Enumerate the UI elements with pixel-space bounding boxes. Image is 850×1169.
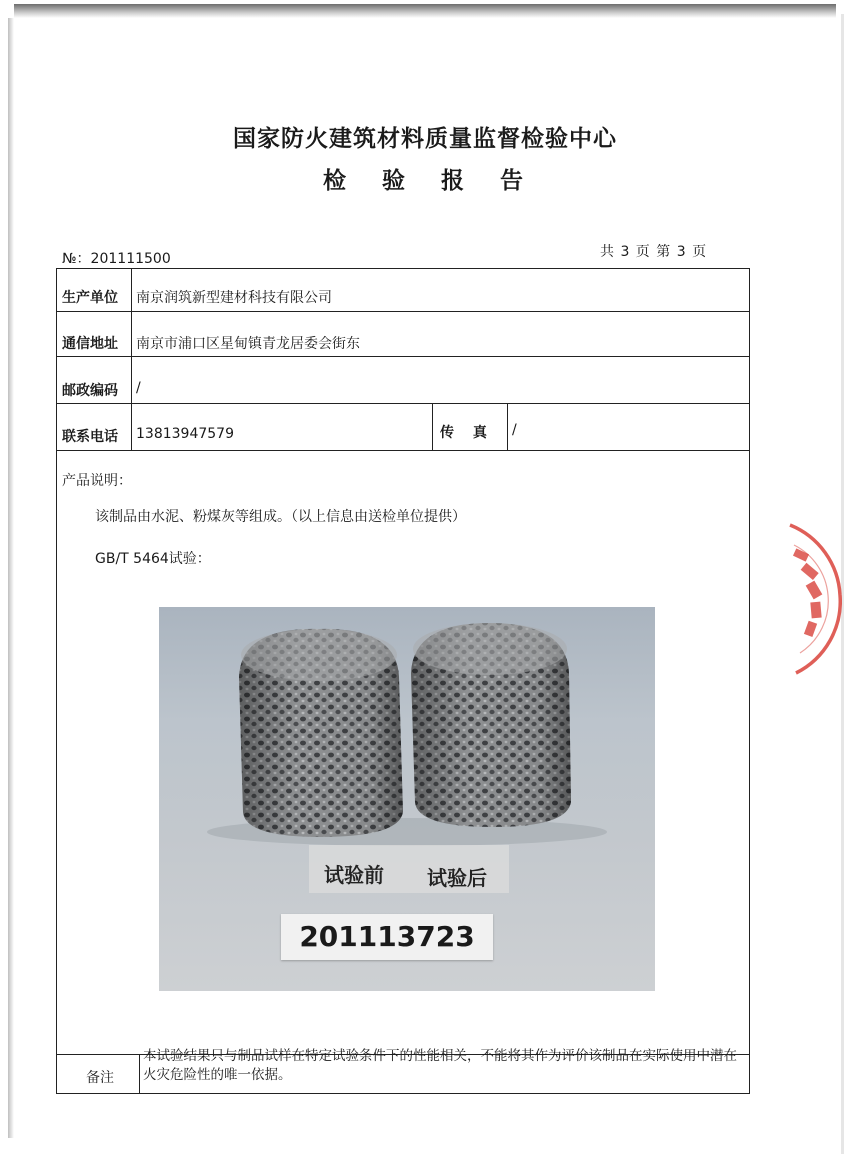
report-subtitle: 检 验 报 告 <box>322 168 538 194</box>
caption-after-test: 试验后 <box>427 866 487 890</box>
report-title: 国家防火建筑材料质量监督检验中心 <box>233 126 617 152</box>
manufacturer-value: 南京润筑新型建材科技有限公司 <box>136 290 332 306</box>
postcode-label: 邮政编码 <box>62 383 118 399</box>
fax-value: / <box>512 422 517 438</box>
scan-shadow-top <box>14 4 836 18</box>
official-seal-stamp <box>782 515 842 685</box>
sample-number-tag: 201113723 <box>281 914 493 960</box>
postcode-value: / <box>136 380 141 396</box>
phone-label: 联系电话 <box>62 429 118 445</box>
test-standard: GB/T 5464试验： <box>95 551 211 567</box>
row-divider <box>56 450 750 451</box>
phone-value: 13813947579 <box>136 426 234 442</box>
column-divider <box>507 403 508 450</box>
remarks-text: 本试验结果只与制品试样在特定试验条件下的性能相关，不能将其作为评价该制品在实际使用中潜在火灾危险性的唯一依据。 <box>143 1048 737 1083</box>
column-divider <box>139 1054 140 1094</box>
manufacturer-label: 生产单位 <box>62 290 118 306</box>
page-info: 共 3 页 第 3 页 <box>600 244 708 260</box>
row-divider <box>56 311 750 312</box>
address-label: 通信地址 <box>62 336 118 352</box>
report-number: №：201111500 <box>62 251 171 267</box>
column-divider <box>432 403 433 450</box>
row-divider <box>56 403 750 404</box>
fax-label: 传 真 <box>440 425 487 441</box>
column-divider <box>131 268 132 450</box>
row-divider <box>56 356 750 357</box>
specimen-photo <box>159 607 655 991</box>
remarks-label: 备注 <box>86 1070 114 1086</box>
product-heading: 产品说明： <box>62 473 132 489</box>
product-description: 该制品由水泥、粉煤灰等组成。（以上信息由送检单位提供） <box>95 509 466 525</box>
caption-before-test: 试验前 <box>324 863 384 887</box>
address-value: 南京市浦口区星甸镇青龙居委会街东 <box>136 336 360 352</box>
